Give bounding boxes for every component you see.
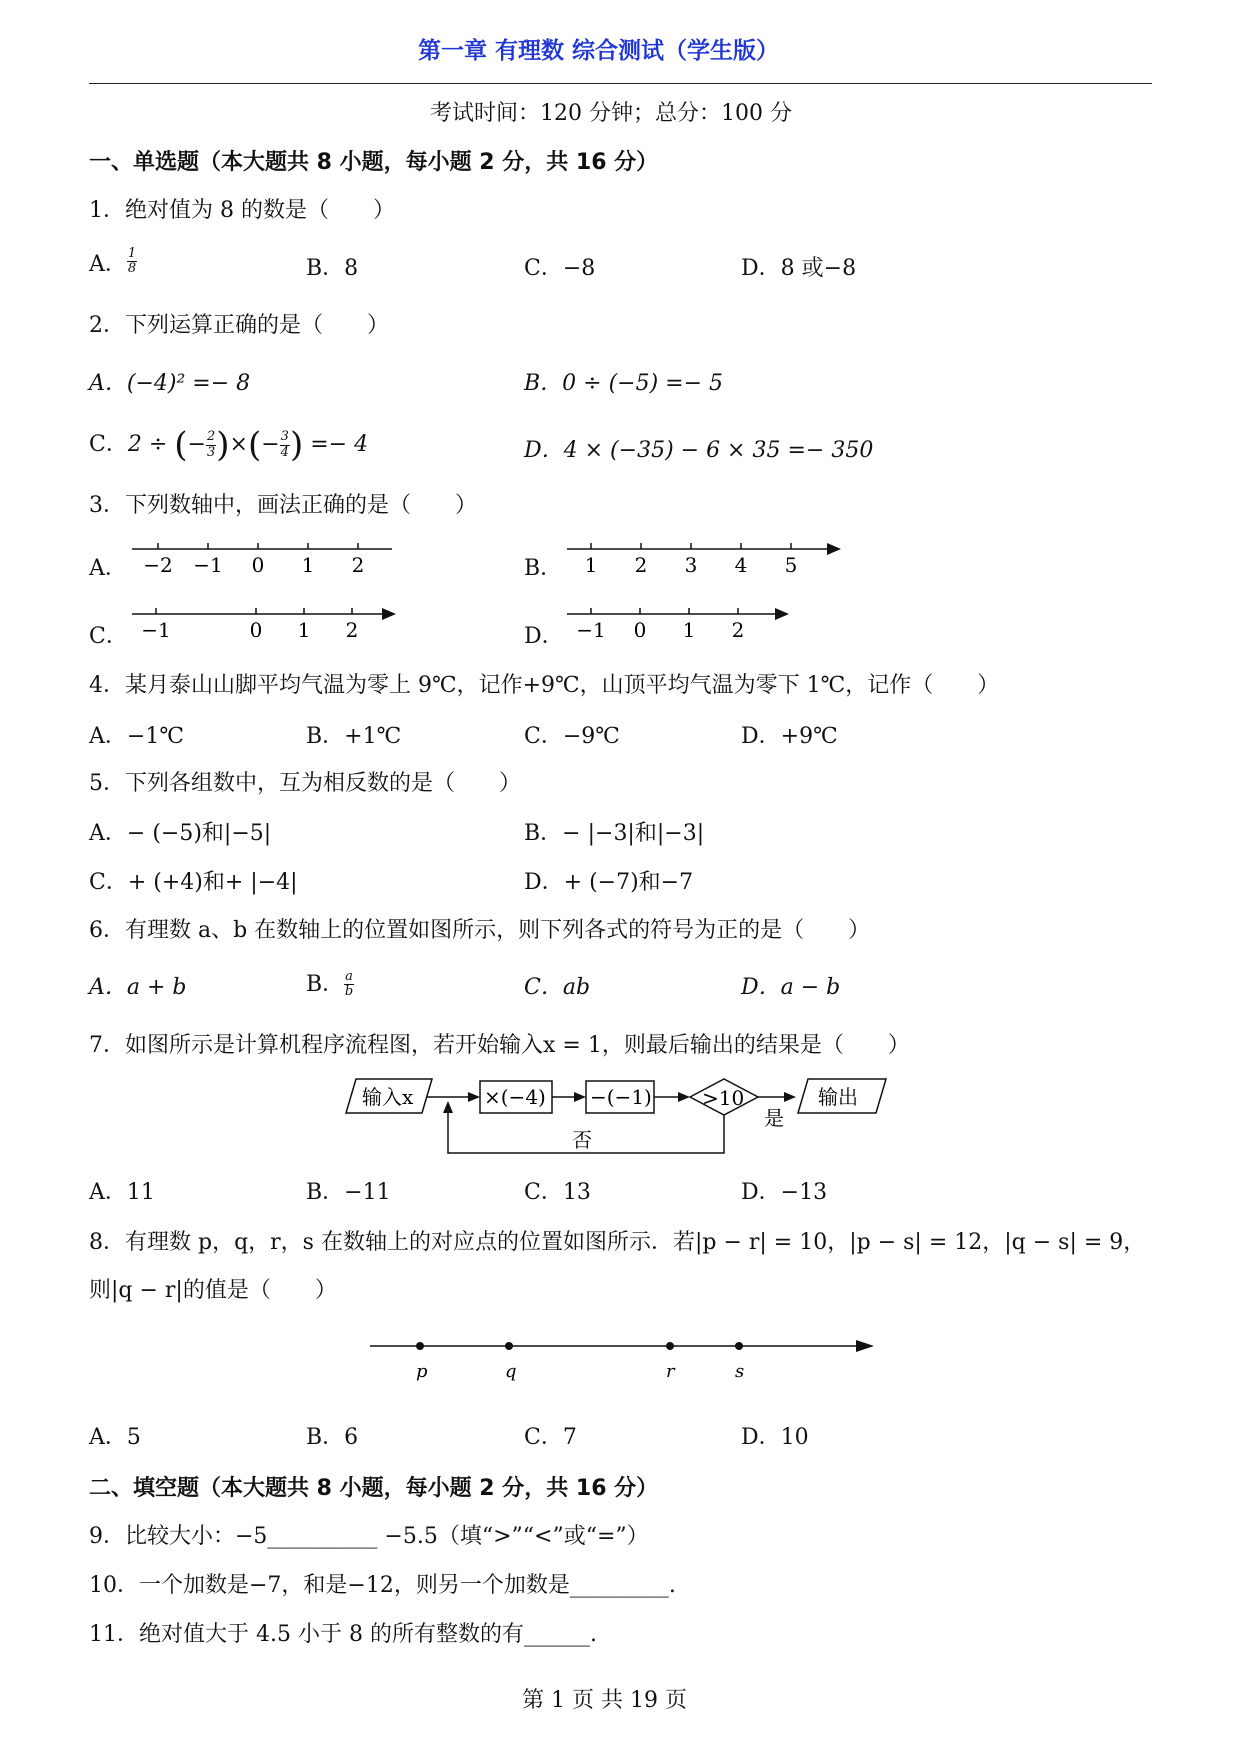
flow-multiply-text: ×(−4): [484, 1085, 546, 1109]
axis-b-tick-label: 2: [634, 553, 648, 577]
q8-option-c: C．7: [524, 1425, 577, 1450]
question-9: 9．比较大小：−5__________ −5.5（填“>”“<”或“=”）: [89, 1524, 649, 1549]
q3-number-line-b: [565, 535, 845, 580]
axis-c-tick-label: 2: [345, 618, 359, 642]
axis-d-tick-label: 2: [731, 618, 745, 642]
q7-option-c: C．13: [524, 1180, 591, 1205]
axis-d-tick-label: −1: [576, 618, 606, 642]
point-s-label: s: [735, 1361, 745, 1382]
q5-option-a: A．− (−5)和|−5|: [89, 821, 272, 846]
q1-option-d: D．8 或−8: [741, 256, 857, 281]
question-3-stem: 3．下列数轴中，画法正确的是（ ）: [89, 493, 477, 518]
q8-number-line: [368, 1333, 878, 1388]
point-p: [416, 1342, 424, 1350]
q4-option-a: A．−1℃: [89, 724, 184, 749]
q3-option-c-label: C．: [89, 624, 128, 649]
q7-option-d: D．−13: [741, 1180, 828, 1205]
axis-a-tick-label: −1: [193, 553, 223, 577]
flow-output-text: 输出: [818, 1085, 858, 1109]
q2-option-c: C．2 ÷ (− $\frac{2}{3}$ )×(− $\frac{3}{4}$ ) =− 4: [89, 425, 369, 465]
flow-input-text: 输入x: [362, 1085, 414, 1109]
question-5-stem: 5．下列各组数中，互为相反数的是（ ）: [89, 771, 521, 796]
question-10: 10．一个加数是−7，和是−12，则另一个加数是_________.: [89, 1573, 676, 1598]
axis-d-tick-label: 1: [682, 618, 696, 642]
flow-yes-label: 是: [764, 1106, 784, 1130]
q5-option-d: D．+ (−7)和−7: [524, 870, 694, 895]
q3-option-d-label: D．: [524, 624, 564, 649]
document-title: 第一章 有理数 综合测试（学生版）: [418, 38, 780, 64]
q2-option-b: B．0 ÷ (−5) =− 5: [524, 371, 724, 396]
q1-option-a: A． $\frac{1}{8}$: [89, 246, 137, 277]
header-rule: [89, 83, 1152, 84]
question-1-stem: 1．绝对值为 8 的数是（ ）: [89, 198, 395, 223]
point-r: [666, 1342, 674, 1350]
q8-option-d: D．10: [741, 1425, 809, 1450]
point-p-label: p: [416, 1361, 428, 1382]
q3-number-line-d: [565, 600, 800, 645]
q3-number-line-c: [130, 600, 400, 645]
point-q-label: q: [505, 1361, 517, 1382]
axis-a-tick-label: 1: [301, 553, 315, 577]
q4-option-d: D．+9℃: [741, 724, 838, 749]
question-8-stem-line2: 则|q − r|的值是（ ）: [89, 1278, 337, 1303]
q5-option-c: C．+ (+4)和+ |−4|: [89, 870, 298, 895]
axis-c-tick-label: −1: [141, 618, 171, 642]
q4-option-b: B．+1℃: [306, 724, 402, 749]
question-7-stem: 7．如图所示是计算机程序流程图，若开始输入x = 1，则最后输出的结果是（ ）: [89, 1033, 910, 1058]
question-11: 11．绝对值大于 4.5 小于 8 的所有整数的有______.: [89, 1622, 597, 1647]
axis-a-tick-label: −2: [143, 553, 173, 577]
flow-subtract-text: −(−1): [590, 1085, 652, 1109]
section-heading-fill-in: 二、填空题（本大题共 8 小题，每小题 2 分，共 16 分）: [89, 1476, 659, 1501]
q7-option-b: B．−11: [306, 1180, 391, 1205]
question-4-stem: 4．某月泰山山脚平均气温为零上 9℃，记作+9℃，山顶平均气温为零下 1℃，记作（ ）: [89, 673, 1000, 698]
q2-option-d: D．4 × (−35) − 6 × 35 =− 350: [524, 438, 874, 463]
axis-b-tick-label: 1: [584, 553, 598, 577]
axis-c-tick-label: 1: [297, 618, 311, 642]
axis-a-tick-label: 0: [251, 553, 265, 577]
point-q: [505, 1342, 513, 1350]
point-s: [735, 1342, 743, 1350]
q8-option-b: B．6: [306, 1425, 359, 1450]
q7-option-a: A．11: [89, 1180, 155, 1205]
q7-flowchart: [340, 1075, 910, 1165]
q6-option-b: B． $\frac{a}{b}$: [306, 969, 354, 1000]
axis-b-tick-label: 4: [734, 553, 748, 577]
axis-b-tick-label: 3: [684, 553, 698, 577]
axis-c-tick-label: 0: [249, 618, 263, 642]
question-2-stem: 2．下列运算正确的是（ ）: [89, 313, 389, 338]
question-6-stem: 6．有理数 a、b 在数轴上的位置如图所示，则下列各式的符号为正的是（ ）: [89, 918, 871, 943]
q4-option-c: C．−9℃: [524, 724, 620, 749]
flow-condition-text: >10: [702, 1086, 745, 1110]
question-8-stem-line1: 8．有理数 p，q，r，s 在数轴上的对应点的位置如图所示．若|p − r| = 10，|p − s| = 12，|q − s| = 9，: [89, 1230, 1146, 1255]
q5-option-b: B．− |−3|和|−3|: [524, 821, 705, 846]
axis-b-tick-label: 5: [784, 553, 798, 577]
q3-number-line-a: [130, 535, 400, 580]
q6-option-d: D．a − b: [741, 975, 841, 1000]
q3-option-b-label: B．: [524, 556, 563, 581]
exam-info: 考试时间：120 分钟；总分：100 分: [430, 101, 792, 126]
point-r-label: r: [666, 1361, 675, 1382]
page-footer: 第 1 页 共 19 页: [522, 1688, 687, 1713]
axis-d-tick-label: 0: [633, 618, 647, 642]
flow-no-label: 否: [572, 1128, 592, 1152]
q1-option-b: B．8: [306, 256, 359, 281]
q6-option-a: A．a + b: [89, 975, 187, 1000]
q3-option-a-label: A．: [89, 556, 127, 581]
q6-option-c: C．ab: [524, 975, 591, 1000]
q8-option-a: A．5: [89, 1425, 141, 1450]
q1-option-c: C．−8: [524, 256, 596, 281]
axis-a-tick-label: 2: [351, 553, 365, 577]
q2-option-a: A．(−4)² =− 8: [89, 371, 251, 396]
section-heading-single-choice: 一、单选题（本大题共 8 小题，每小题 2 分，共 16 分）: [89, 150, 659, 175]
